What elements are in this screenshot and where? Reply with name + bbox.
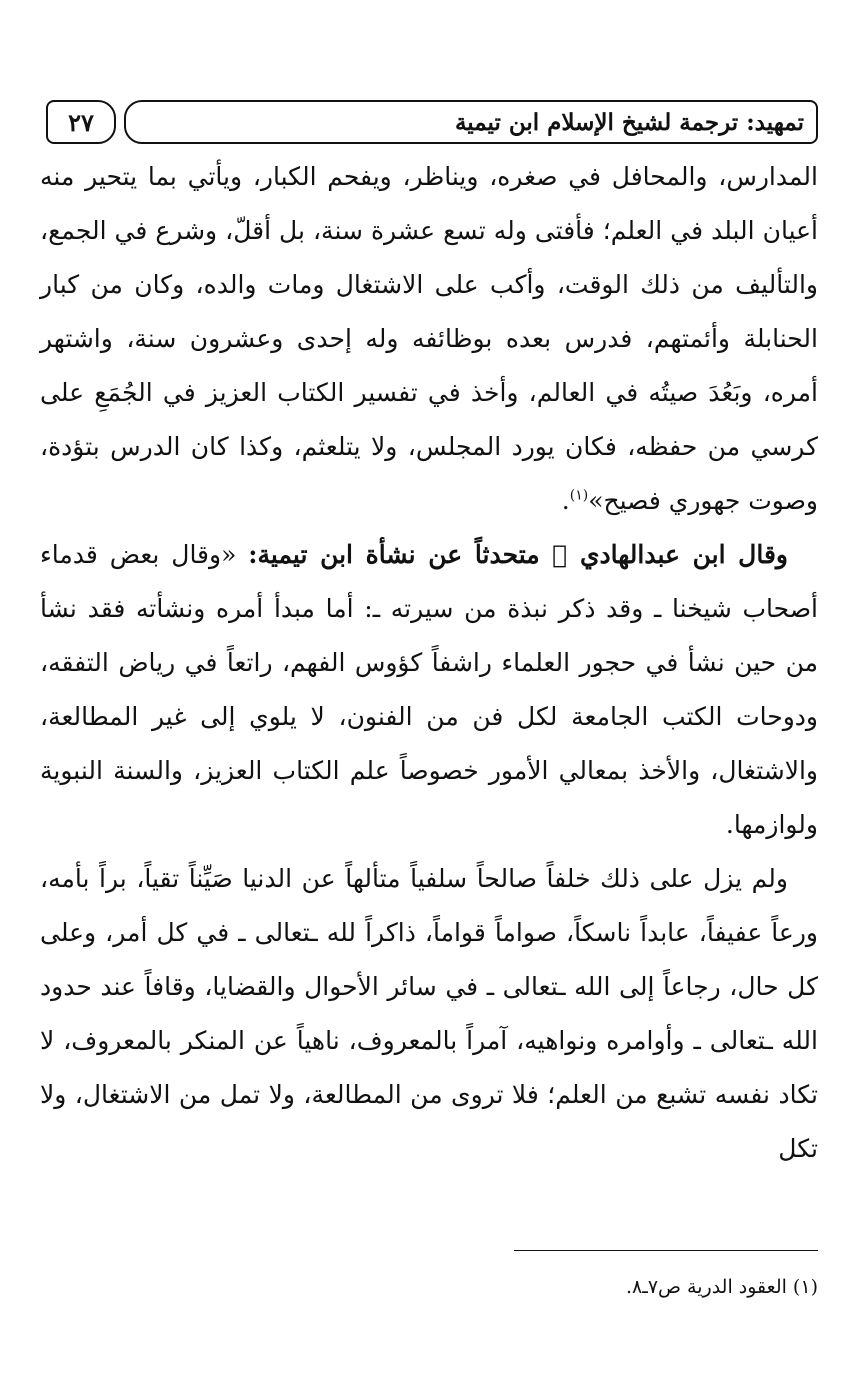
paragraph-3-text: ولم يزل على ذلك خلفاً صالحاً سلفياً متألهاً عن الدنيا صَيِّناً تقياً، براً بأمه، ورعاً عفيفاً، عابداً ناسكاً، صواماً قواماً، ذاكراً لله ـتعالى ـ في كل أمر، وعلى كل حال، رجاعاً إلى الله ـتعالى ـ في سائر الأحوال والقضايا، وقافاً عند حدود الله ـتعالى ـ وأوامره ونواهيه، آمراً بالمعروف، ناهياً عن المنكر بالمعروف، لا تكاد نفسه تشبع من العلم؛ فلا تروى من المطالعة، ولا تمل من الاشتغال، ولا تكل <box>40 864 818 1163</box>
paragraph-1 <box>40 150 818 528</box>
paragraph-2-lead: وقال ابن عبدالهادي ﷫ متحدثاً عن نشأة ابن تيمية: <box>248 540 788 569</box>
footnote-divider <box>514 1250 818 1251</box>
footnote-ref: (١) <box>569 487 589 504</box>
paragraph-1-end: . <box>561 486 570 515</box>
page-header <box>46 100 818 148</box>
paragraph-2 <box>40 528 818 852</box>
running-title: تمهيد: ترجمة لشيخ الإسلام ابن تيمية <box>454 108 804 136</box>
running-title-box <box>124 100 818 144</box>
footnote: (١) العقود الدرية ص٧ـ٨. <box>625 1276 818 1298</box>
paragraph-1-text: المدارس، والمحافل في صغره، ويناظر، ويفحم الكبار، ويأتي بما يتحير منه أعيان البلد في العلم؛ فأفتى وله تسع عشرة سنة، بل أقلّ، وشرع في الجمع، والتأليف من ذلك الوقت، وأكب على الاشتغال ومات والده، وكان من كبار الحنابلة وأئمتهم، فدرس بعده بوظائفه وله إحدى وعشرون سنة، واشتهر أمره، وبَعُدَ صيتُه في العالم، وأخذ في تفسير الكتاب العزيز في الجُمَعِ على كرسي من حفظه، فكان يورد المجلس، ولا يتلعثم، وكذا كان الدرس بتؤدة، وصوت جهوري فصيح» <box>40 162 818 515</box>
paragraph-3 <box>40 852 818 1176</box>
paragraph-2-text: «وقال بعض قدماء أصحاب شيخنا ـ وقد ذكر نبذة من سيرته ـ: أما مبدأ أمره ونشأته فقد نشأ من حين نشأ في حجور العلماء راشفاً كؤوس الفهم، راتعاً في رياض التفقه، ودوحات الكتب الجامعة لكل فن من الفنون، لا يلوي إلى غير المطالعة، والاشتغال، والأخذ بمعالي الأمور خصوصاً علم الكتاب العزيز، والسنة النبوية ولوازمها. <box>40 540 818 839</box>
page-number-box <box>46 100 116 144</box>
page-number: ٢٧ <box>68 107 94 137</box>
main-text <box>40 150 818 1176</box>
